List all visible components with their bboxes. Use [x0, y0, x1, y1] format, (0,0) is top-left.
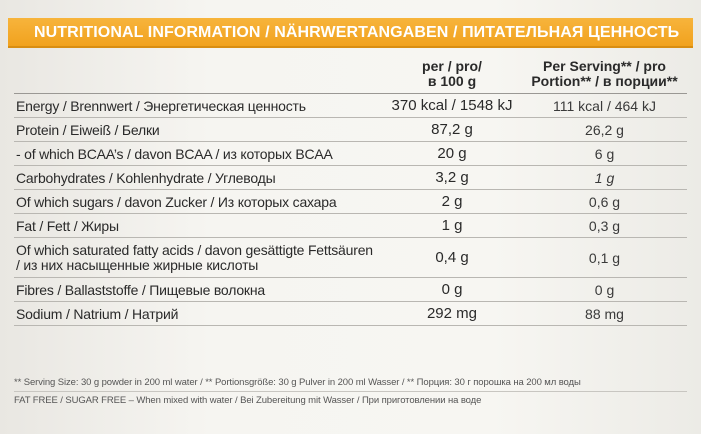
- table-title: NUTRITIONAL INFORMATION / NÄHRWERTANGABEN / ПИТАТЕЛЬНАЯ ЦЕННОСТЬ: [8, 18, 693, 48]
- table-row-sugars: [14, 190, 687, 214]
- table-row-fat: [14, 214, 687, 238]
- table-row-saturated-fat: [14, 238, 687, 278]
- per-100g-value: 0 g: [441, 281, 463, 298]
- column-headers: [14, 54, 687, 94]
- per-serving-value: 0,6 g: [588, 193, 621, 210]
- per-100g-value: 2 g: [441, 193, 463, 210]
- per-serving-header: Per Serving** / pro Portion** / в порции**: [531, 58, 678, 89]
- row-label: Of which sugars / davon Zucker / Из которых сахара: [16, 193, 337, 210]
- per-100g-value: 3,2 g: [435, 169, 469, 186]
- table-row-carbohydrates: [14, 166, 687, 190]
- table-row-energy: [14, 94, 687, 118]
- row-label: Energy / Brennwert / Энергетическая ценность: [16, 97, 306, 114]
- per-100g-value: 292 mg: [426, 305, 478, 322]
- per-serving-value: 1 g: [594, 169, 615, 186]
- row-label: Fibres / Ballaststoffe / Пищевые волокна: [16, 281, 265, 298]
- table-row-fibres: [14, 278, 687, 302]
- table-row-sodium: [14, 302, 687, 326]
- table-row-protein: [14, 118, 687, 142]
- per-100g-value: 1 g: [441, 217, 463, 234]
- per-100g-header: per / pro/ в 100 g: [422, 58, 482, 89]
- footnotes: [14, 374, 687, 410]
- per-100g-value: 0,4 g: [435, 249, 469, 266]
- per-serving-value: 0 g: [594, 281, 615, 298]
- row-label: Sodium / Natrium / Натрий: [16, 305, 179, 322]
- fat-sugar-free-note: FAT FREE / SUGAR FREE – When mixed with water / Bei Zubereitung mit Wasser / При приготовлении на воде: [14, 395, 482, 406]
- row-label: Carbohydrates / Kohlenhydrate / Углеводы: [16, 169, 276, 186]
- per-serving-value: 0,1 g: [588, 249, 621, 266]
- row-label: Fat / Fett / Жиры: [16, 217, 119, 234]
- per-100g-value: 20 g: [437, 145, 467, 162]
- row-label: - of which BCAA’s / davon BCAA / из которых BCAA: [16, 145, 333, 162]
- per-serving-value: 0,3 g: [588, 217, 621, 234]
- row-label: Protein / Eiweiß / Белки: [16, 121, 160, 138]
- row-label: Of which saturated fatty acids / davon gesättigte Fettsäuren / из них насыщенные жирные кислоты: [16, 241, 373, 273]
- table-row-bcaa: [14, 142, 687, 166]
- per-serving-value: 6 g: [594, 145, 615, 162]
- serving-size-note: ** Serving Size: 30 g powder in 200 ml water / ** Portionsgröße: 30 g Pulver in 200 ml Wasser / ** Порция: 30 г порошка на 200 мл воды: [14, 374, 687, 392]
- per-100g-value: 370 kcal / 1548 kJ: [391, 97, 513, 114]
- nutrition-table: [14, 54, 687, 326]
- per-serving-value: 26,2 g: [585, 121, 624, 138]
- per-serving-value: 88 mg: [585, 305, 624, 322]
- per-100g-value: 87,2 g: [431, 121, 473, 138]
- per-serving-value: 111 kcal / 464 kJ: [553, 97, 656, 114]
